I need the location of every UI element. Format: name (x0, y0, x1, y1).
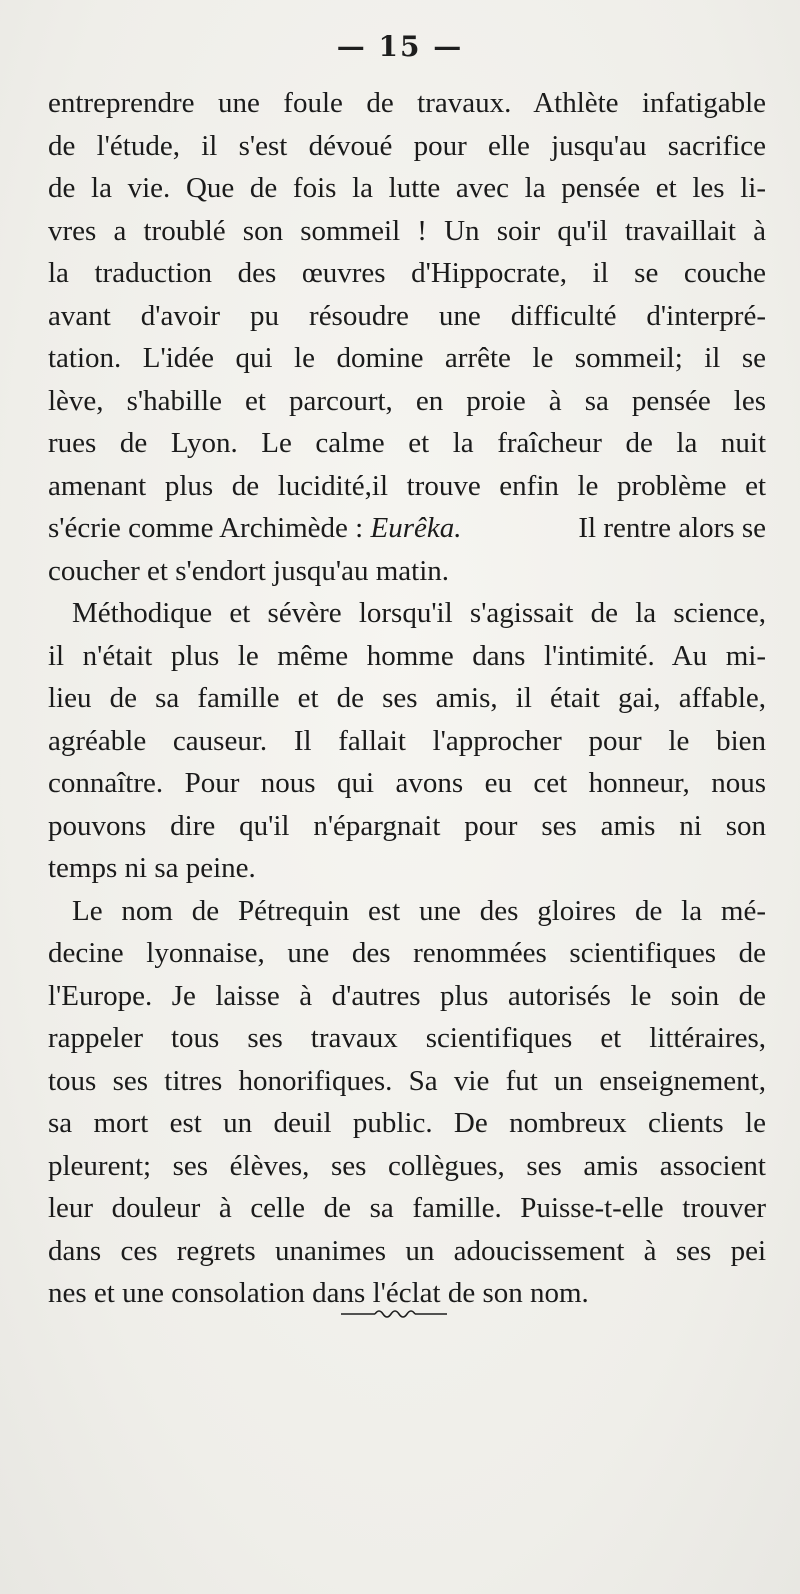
text-line: nes et une consolation dans l'éclat de son nom. (48, 1277, 589, 1309)
paragraph-start-line: Le nom de Pétrequin est une des gloires de la mé- (72, 894, 766, 927)
text-line: rappeler tous ses travaux scientifiques et littéraires, (48, 1022, 766, 1054)
text-line: sa mort est un deuil public. De nombreux clients le (48, 1107, 766, 1139)
text-line: agréable causeur. Il fallait l'approcher pour le bien (48, 724, 766, 757)
paragraph-start-line: Méthodique et sévère lorsqu'il s'agissait de la science, (72, 597, 766, 629)
text-line: coucher et s'endort jusqu'au matin. (48, 554, 450, 587)
text-fragment: Il rentre alors se (578, 512, 766, 544)
text-line: decine lyonnaise, une des renommées scientifiques de (48, 937, 766, 969)
text-line: leur douleur à celle de sa famille. Puisse-t-elle trouver (48, 1192, 766, 1224)
fleuron-ornament (339, 1303, 449, 1323)
text-line: l'Europe. Je laisse à d'autres plus autorisés le soin de (48, 979, 766, 1012)
text-line: vres a troublé son sommeil ! Un soir qu'il travaillait à (48, 214, 766, 247)
text-line-eureka (48, 507, 766, 550)
text-fragment: s'écrie comme Archimède : (48, 512, 371, 544)
text-line: lieu de sa famille et de ses amis, il était gai, affable, (48, 682, 766, 714)
text-line: tation. L'idée qui le domine arrête le sommeil; il se (48, 342, 766, 374)
text-line: connaître. Pour nous qui avons eu cet honneur, nous (48, 767, 766, 799)
text-line: dans ces regrets unanimes un adoucissement à ses pei (48, 1234, 766, 1267)
text-line: rues de Lyon. Le calme et la fraîcheur de la nuit (48, 427, 766, 459)
body-text (48, 82, 766, 1315)
text-line: il n'était plus le même homme dans l'intimité. Au mi- (48, 639, 766, 672)
text-line: lève, s'habille et parcourt, en proie à sa pensée les (48, 384, 766, 417)
eureka-italic: Eurêka. (370, 512, 462, 544)
text-line: tous ses titres honorifiques. Sa vie fut un enseignement, (48, 1064, 766, 1097)
text-line: amenant plus de lucidité,il trouve enfin le problème et (48, 469, 766, 502)
text-line: de l'étude, il s'est dévoué pour elle jusqu'au sacrifice (48, 129, 766, 162)
text-line: pleurent; ses élèves, ses collègues, ses amis associent (48, 1149, 766, 1182)
page-number: — 15 — (336, 30, 464, 63)
text-line: pouvons dire qu'il n'épargnait pour ses amis ni son (48, 809, 766, 842)
text-line: avant d'avoir pu résoudre une difficulté d'interpré- (48, 299, 766, 332)
text-line: la traduction des œuvres d'Hippocrate, il se couche (48, 257, 766, 289)
text-line: entreprendre une foule de travaux. Athlète infatigable (48, 87, 766, 119)
text-line: de la vie. Que de fois la lutte avec la pensée et les li- (48, 172, 766, 204)
text-line: temps ni sa peine. (48, 852, 256, 884)
